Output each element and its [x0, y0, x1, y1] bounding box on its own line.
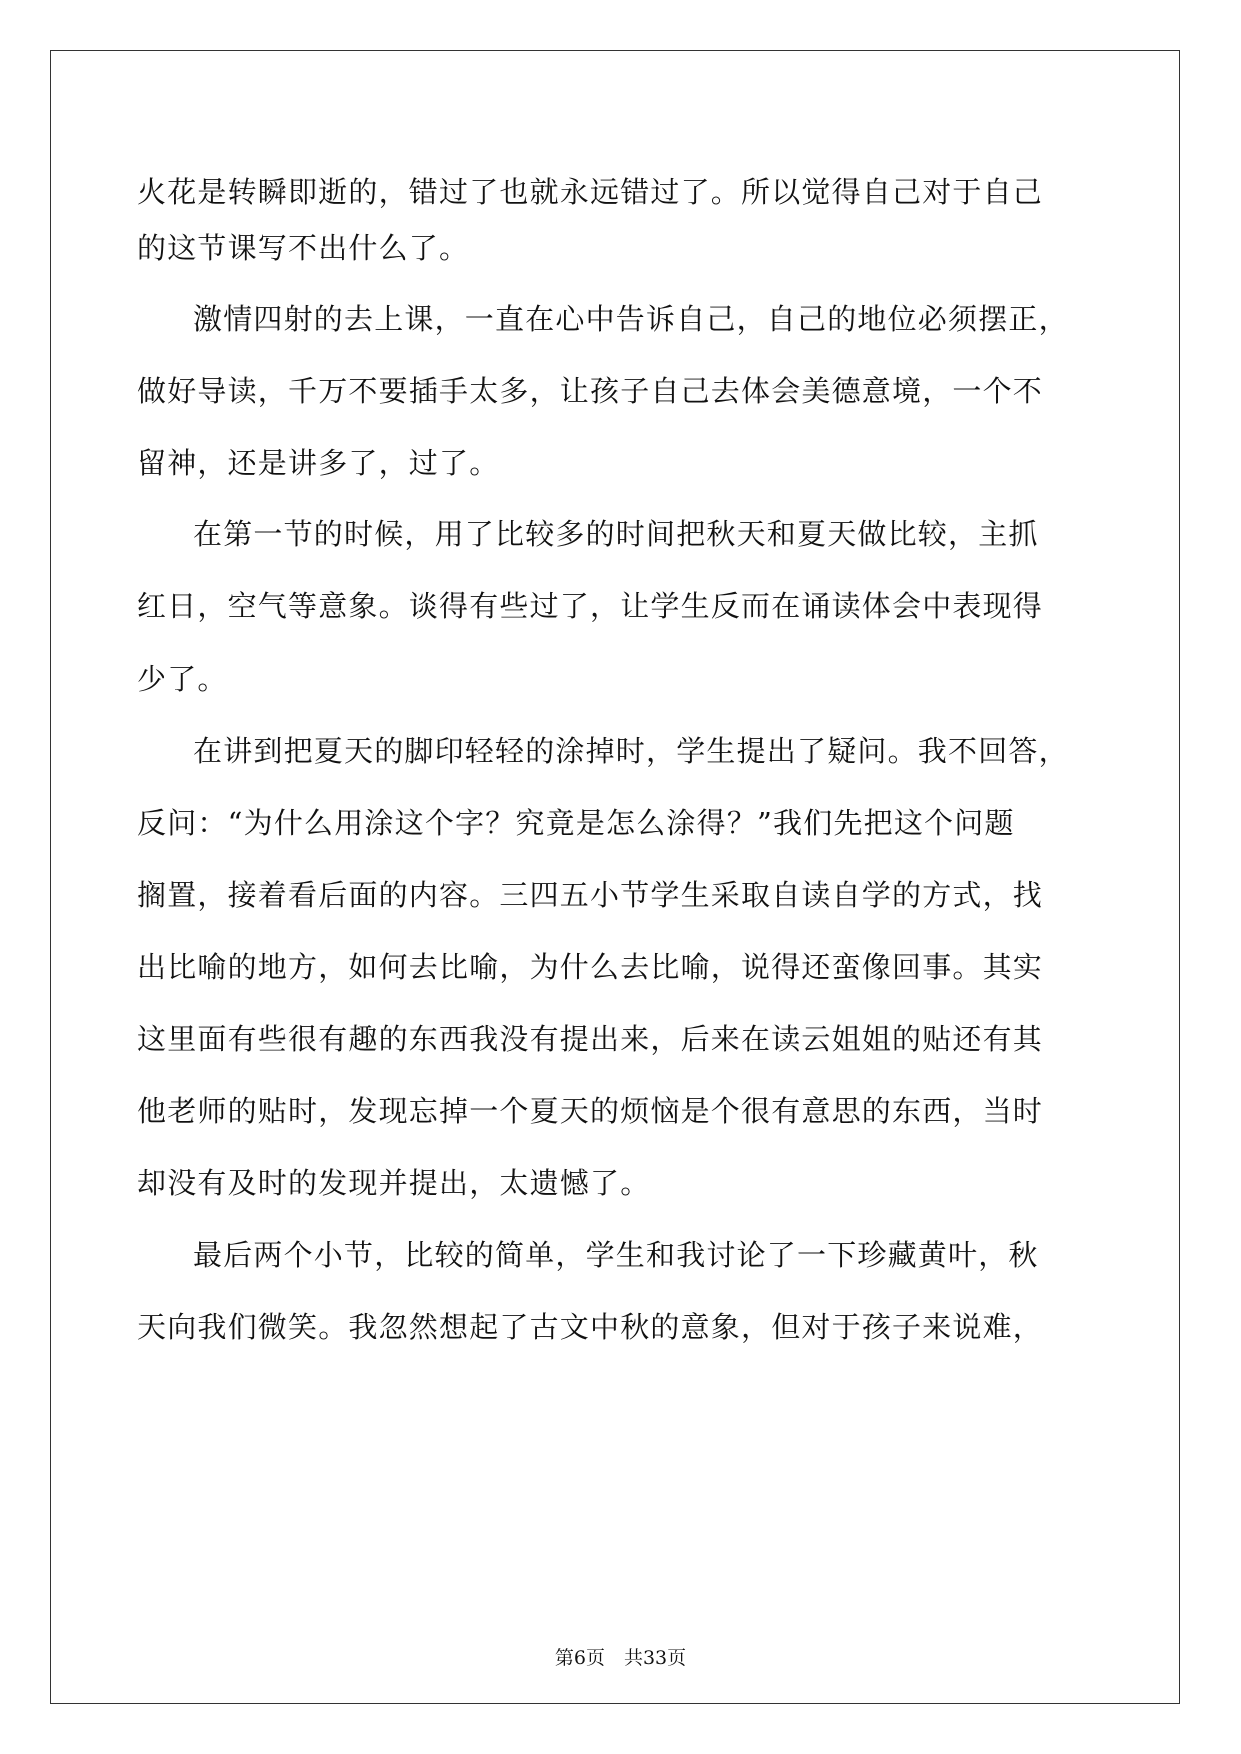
text-line: 在第一节的时候，用了比较多的时间把秋天和夏天做比较，主抓 [193, 517, 1039, 551]
text-line: 反问：“为什么用涂这个字？究竟是怎么涂得？”我们先把这个问题 [137, 806, 1015, 840]
text-line: 的这节课写不出什么了。 [137, 231, 470, 265]
text-line: 激情四射的去上课，一直在心中告诉自己，自己的地位必须摆正， [193, 302, 1069, 336]
text-line: 他老师的贴时，发现忘掉一个夏天的烦恼是个很有意思的东西，当时 [137, 1094, 1044, 1128]
text-line: 天向我们微笑。我忽然想起了古文中秋的意象，但对于孩子来说难， [137, 1310, 1044, 1344]
text-line: 出比喻的地方，如何去比喻，为什么去比喻，说得还蛮像回事。其实 [137, 950, 1044, 984]
text-line: 少了。 [137, 662, 228, 696]
page-number-footer: 第6页 共33页 [554, 1647, 687, 1669]
text-line: 搁置，接着看后面的内容。三四五小节学生采取自读自学的方式，找 [137, 878, 1044, 912]
text-line: 最后两个小节，比较的简单，学生和我讨论了一下珍藏黄叶，秋 [193, 1238, 1039, 1272]
text-line: 在讲到把夏天的脚印轻轻的涂掉时，学生提出了疑问。我不回答， [193, 734, 1069, 768]
text-line: 留神，还是讲多了，过了。 [137, 446, 500, 480]
text-line: 红日，空气等意象。谈得有些过了，让学生反而在诵读体会中表现得 [137, 589, 1044, 623]
text-line: 这里面有些很有趣的东西我没有提出来，后来在读云姐姐的贴还有其 [137, 1022, 1044, 1056]
text-line: 火花是转瞬即逝的，错过了也就永远错过了。所以觉得自己对于自己 [137, 175, 1044, 209]
text-line: 却没有及时的发现并提出，太遗憾了。 [137, 1166, 651, 1200]
text-line: 做好导读，千万不要插手太多，让孩子自己去体会美德意境，一个不 [137, 374, 1044, 408]
